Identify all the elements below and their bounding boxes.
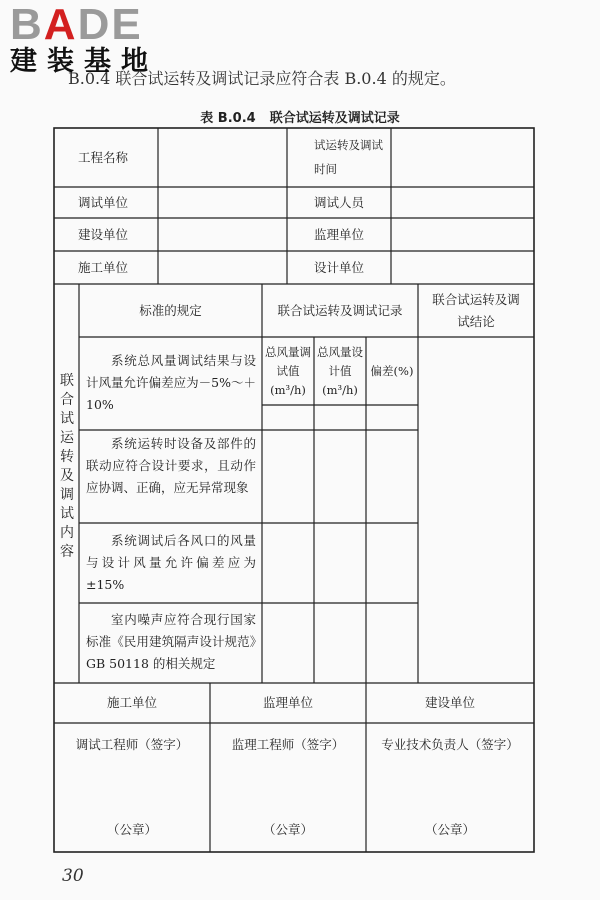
- seal-construction: （公章）: [106, 822, 157, 837]
- standard-row-4: 室内噪声应符合现行国家标准《民用建筑隔声设计规范》GB 50118 的相关规定: [86, 612, 256, 671]
- footer-construction-unit: 施工单位: [106, 695, 157, 710]
- signature-supervision-engineer: 监理工程师（签字）: [231, 737, 345, 752]
- commissioning-unit-label: 调试单位: [78, 195, 129, 210]
- total-design-header: 总风量设计值(m³/h): [317, 344, 363, 397]
- commissioning-staff-label: 调试人员: [314, 195, 365, 210]
- section-label-vertical: 联 合 试 运 转 及 调 试 内 容: [60, 373, 74, 560]
- standard-row-1: 系统总风量调试结果与设计风量允许偏差应为－5%～＋10%: [86, 353, 256, 412]
- seal-supervision: （公章）: [262, 822, 313, 837]
- footer-supervision-unit: 监理单位: [262, 695, 313, 710]
- project-name-label: 工程名称: [78, 150, 129, 165]
- table-number: 表 B.0.4: [200, 111, 256, 126]
- trial-time-label: 试运转及调试时间: [314, 138, 383, 176]
- logo-brand: BADE: [10, 0, 143, 49]
- deviation-header: 偏差(%): [370, 363, 414, 378]
- footer-owner-unit: 建设单位: [424, 695, 475, 710]
- construction-unit-label: 施工单位: [78, 260, 129, 275]
- signature-technical-lead: 专业技术负责人（签字）: [381, 737, 519, 752]
- logo-subtitle: 建装基地: [10, 46, 158, 77]
- record-column-header: 联合试运转及调试记录: [277, 302, 403, 318]
- intro-text: B.0.4 联合试运转及调试记录应符合表 B.0.4 的规定。: [68, 69, 456, 88]
- total-measured-header: 总风量调试值(m³/h): [265, 344, 311, 397]
- table-title: 联合试运转及调试记录: [269, 111, 400, 126]
- conclusion-column-header: 联合试运转及调试结论: [432, 292, 520, 329]
- standard-row-2: 系统运转时设备及部件的联动应符合设计要求，且动作应协调、正确，应无异常现象: [86, 436, 256, 495]
- standard-column-header: 标准的规定: [139, 302, 202, 318]
- signature-commissioning-engineer: 调试工程师（签字）: [75, 737, 189, 752]
- seal-owner: （公章）: [424, 822, 475, 837]
- standard-row-3: 系统调试后各风口的风量与设计风量允许偏差应为±15%: [86, 533, 256, 592]
- page-number: 30: [62, 866, 84, 886]
- supervision-unit-label: 监理单位: [314, 227, 365, 242]
- owner-unit-label: 建设单位: [78, 227, 129, 242]
- design-unit-label: 设计单位: [314, 260, 365, 275]
